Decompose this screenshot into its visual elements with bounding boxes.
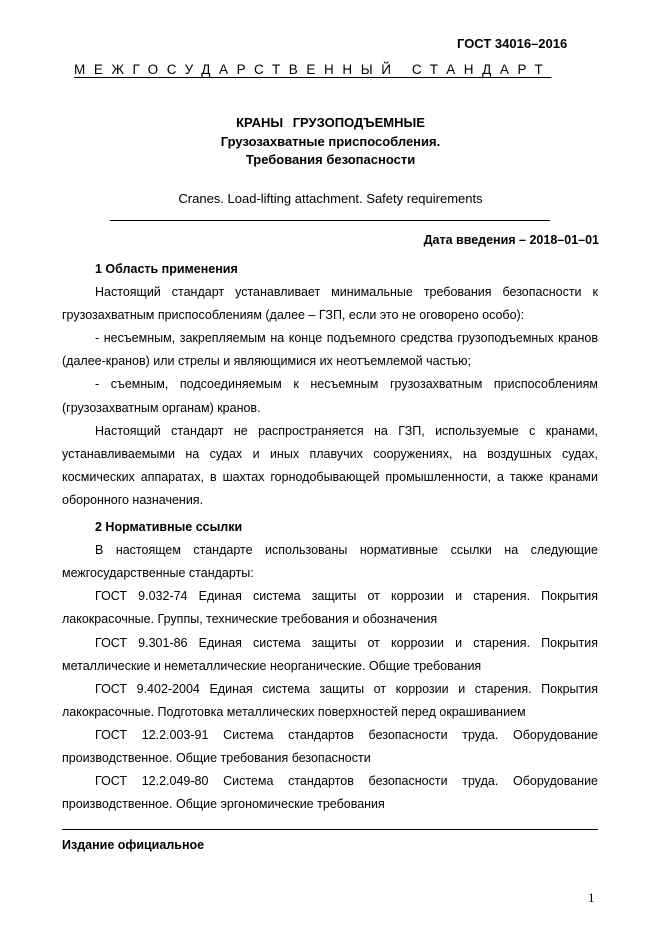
document-code: ГОСТ 34016–2016 xyxy=(457,36,568,51)
title-line-1: КРАНЫ ГРУЗОПОДЪЕМНЫЕ xyxy=(236,115,425,130)
section-1-heading: 1 Область применения xyxy=(95,262,238,276)
section-1-paragraph: - съемным, подсоединяемым к несъемным грузозахватным приспособлениям (грузозахватным органам) кранов. xyxy=(62,377,598,415)
introduction-date: Дата введения – 2018–01–01 xyxy=(423,233,599,247)
title-divider xyxy=(110,220,550,221)
section-1-paragraph: Настоящий стандарт устанавливает минимальные требования безопасности к грузозахватным приспособлениям (далее – ГЗП, если это не оговорено особо): xyxy=(62,285,598,323)
section-2-heading: 2 Нормативные ссылки xyxy=(95,520,243,535)
document-body xyxy=(62,258,598,816)
section-1-paragraph: - несъемным, закрепляемым на конце подъемного средства грузоподъемных кранов (далее-кранов) или стрелы и являющимися их неотъемлемой частью; xyxy=(62,331,598,369)
interstate-standard-label: МЕЖГОСУДАРСТВЕННЫЙ СТАНДАРТ xyxy=(74,62,552,77)
normative-reference: ГОСТ 12.2.003-91 Система стандартов безопасности труда. Оборудование производственное. Общие требования безопасности xyxy=(62,727,598,765)
page-number: 1 xyxy=(588,890,595,905)
english-title: Cranes. Load-lifting attachment. Safety requirements xyxy=(178,191,483,206)
title-line-2: Грузозахватные приспособления. xyxy=(220,134,441,149)
section-2-paragraph: В настоящем стандарте использованы нормативные ссылки на следующие межгосударственные стандарты: xyxy=(62,543,598,581)
title-line-3: Требования безопасности xyxy=(245,152,416,167)
section-1-paragraph: Настоящий стандарт не распространяется на ГЗП, используемые с кранами, устанавливаемыми на судах и иных плавучих сооружениях, на воздушных судах, космических аппаратах, в шахтах горнодобывающей промышленности, а также кранами оборонного назначения. xyxy=(62,423,598,507)
official-edition-label: Издание официальное xyxy=(62,838,205,852)
normative-reference: ГОСТ 9.402-2004 Единая система защиты от коррозии и старения. Покрытия лакокрасочные. Подготовка металлических поверхностей перед окрашиванием xyxy=(62,681,598,719)
footer-divider xyxy=(62,829,598,830)
normative-reference: ГОСТ 9.032-74 Единая система защиты от коррозии и старения. Покрытия лакокрасочные. Группы, технические требования и обозначения xyxy=(62,589,598,627)
normative-reference: ГОСТ 9.301-86 Единая система защиты от коррозии и старения. Покрытия металлические и неметаллические неорганические. Общие требования xyxy=(62,635,598,673)
normative-reference: ГОСТ 12.2.049-80 Система стандартов безопасности труда. Оборудование производственное. Общие эргономические требования xyxy=(62,774,598,812)
